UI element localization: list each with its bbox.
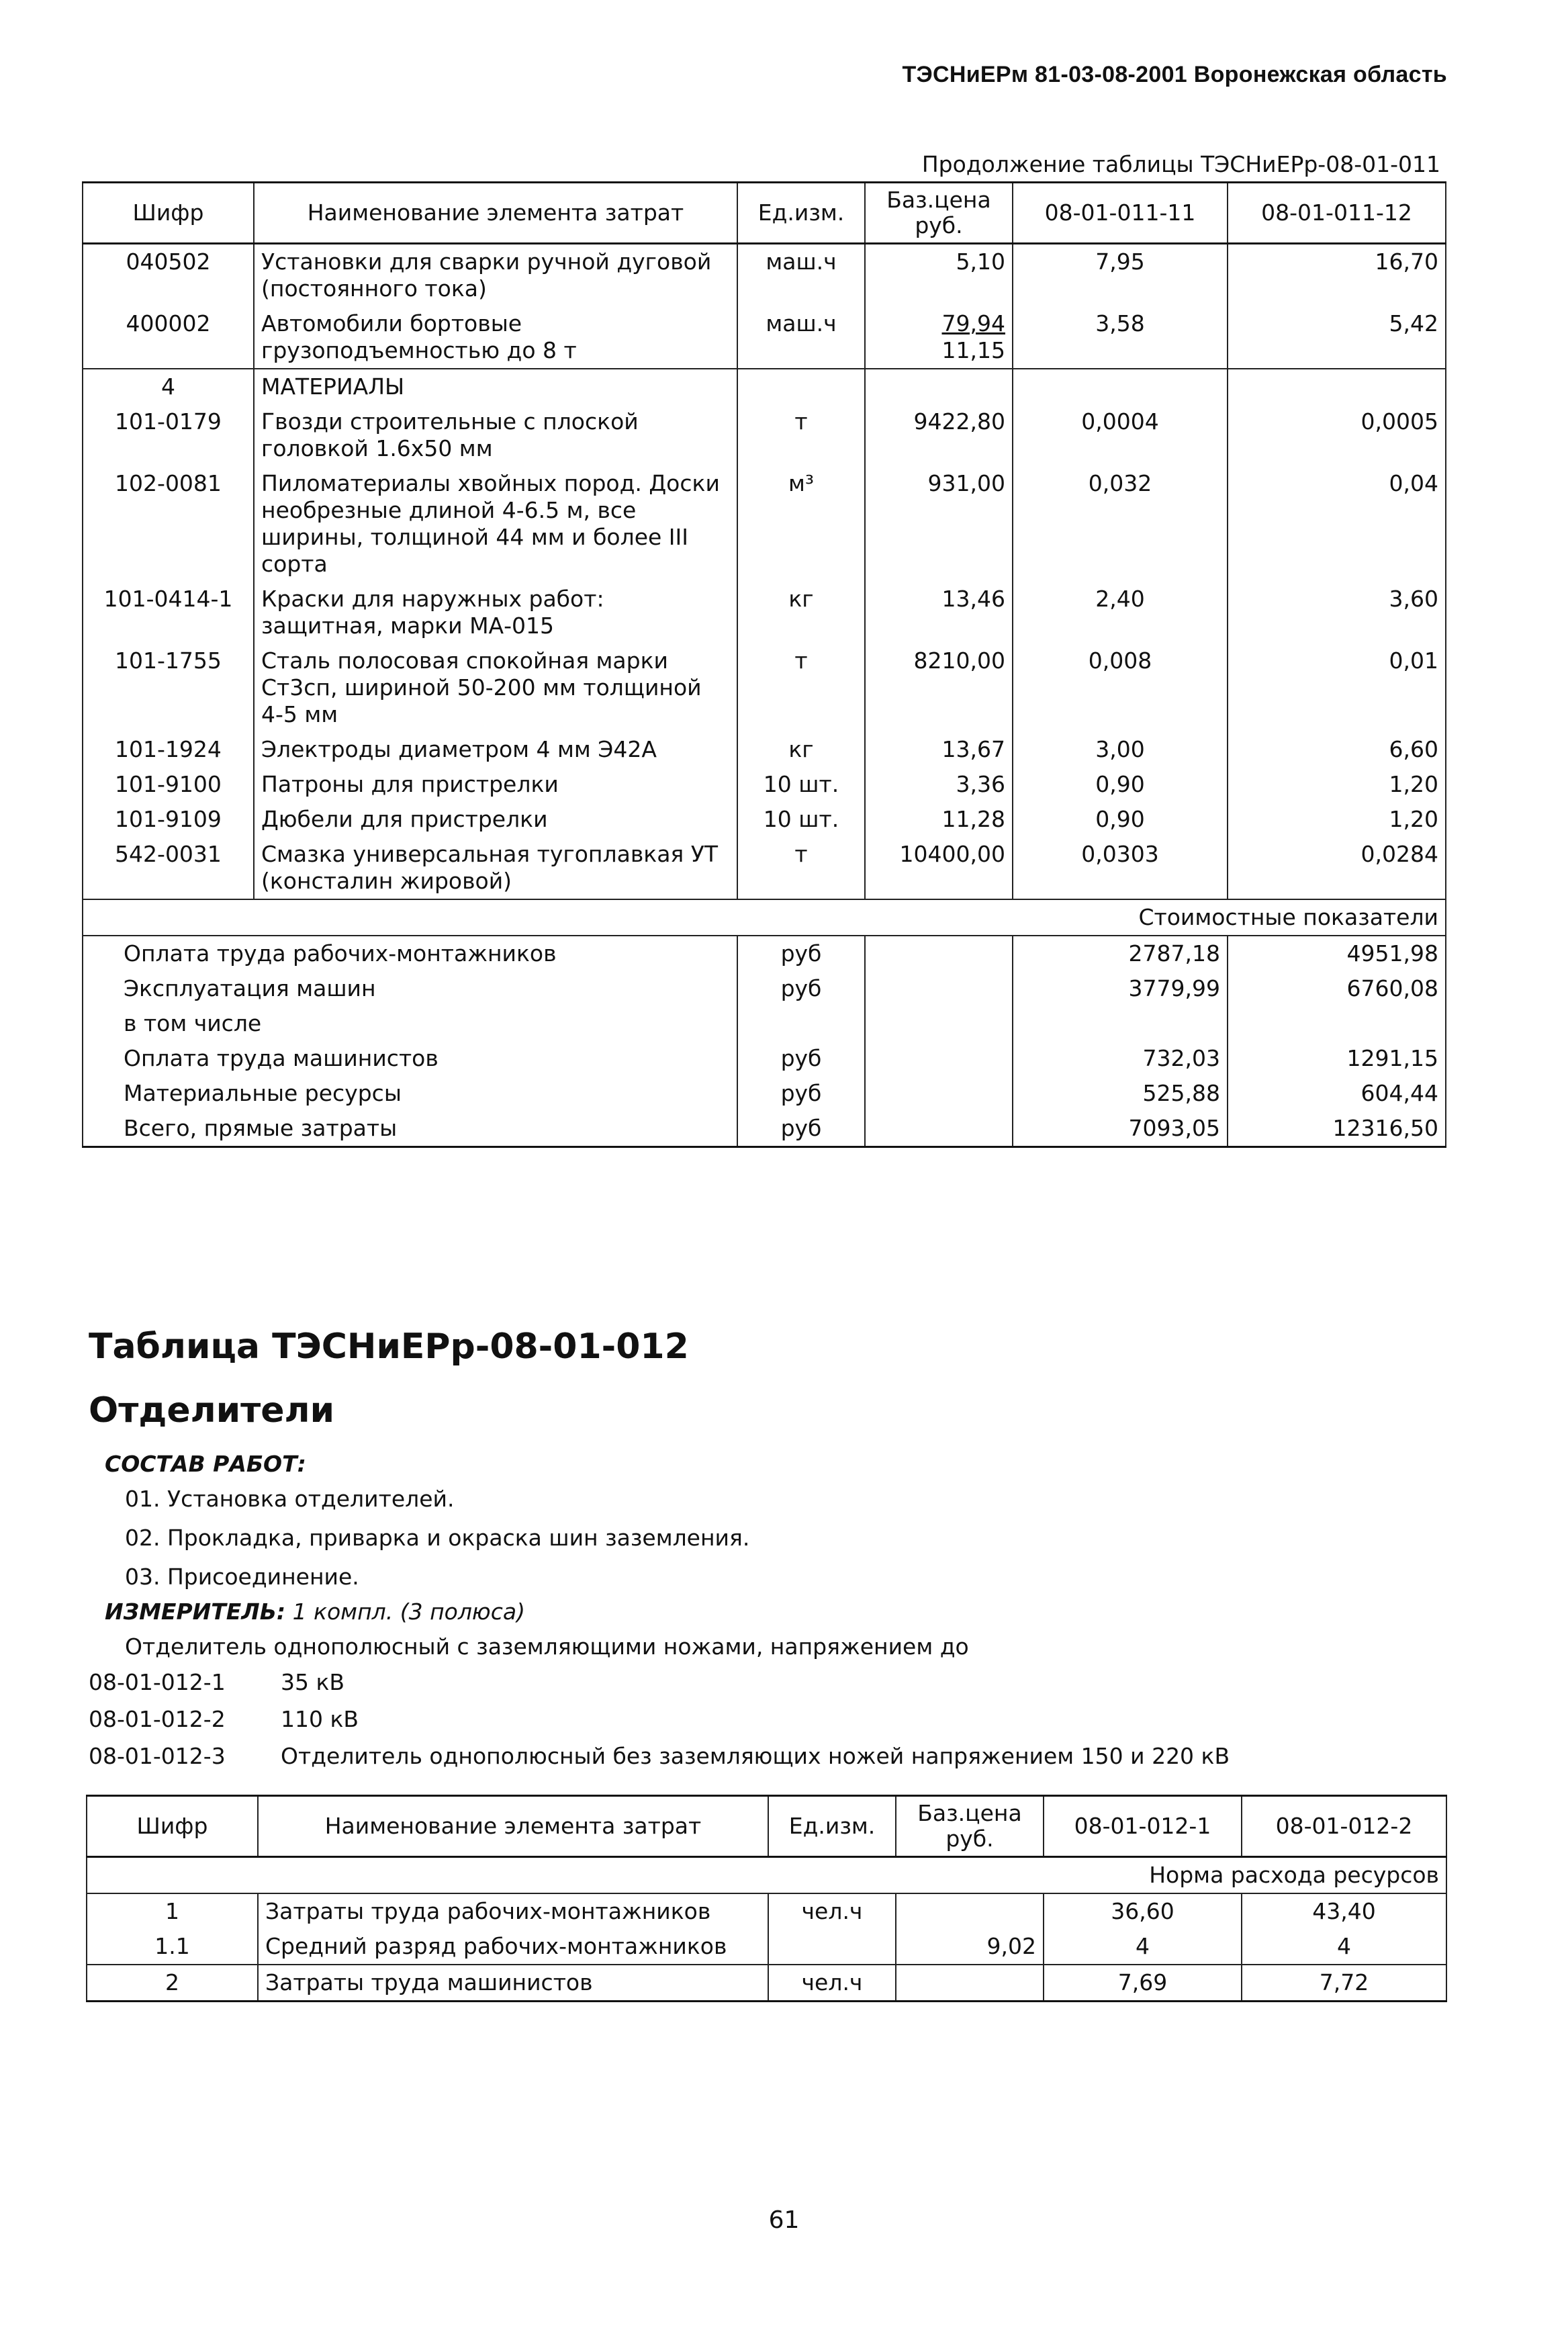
cost-unit: руб — [737, 1076, 865, 1111]
norm-caption: Норма расхода ресурсов — [87, 1857, 1446, 1894]
row-price: 11,28 — [865, 802, 1013, 837]
cost-value-1: 3779,99 — [1013, 971, 1228, 1006]
col-header-variant-1: 08-01-012-1 — [1044, 1796, 1242, 1857]
row-name: Пиломатериалы хвойных пород. Доски необрезные длиной 4-6.5 м, все ширины, толщиной 44 мм и более III сорта — [254, 466, 737, 582]
cost-value-1: 525,88 — [1013, 1076, 1228, 1111]
row-unit: 10 шт. — [737, 767, 865, 802]
table-header-row — [83, 183, 1446, 244]
page-header: ТЭСНиЕРм 81-03-08-2001 Воронежская область — [902, 62, 1447, 87]
row-name: Затраты труда машинистов — [258, 1965, 768, 2002]
variant-text: Отделитель однополюсный без заземляющих ножей напряжением 150 и 220 кВ — [281, 1743, 1230, 1769]
cost-caption: Стоимостные показатели — [83, 899, 1446, 936]
cost-value-2: 604,44 — [1228, 1076, 1446, 1111]
row-name: Установки для сварки ручной дуговой (постоянного тока) — [254, 244, 737, 307]
row-unit: кг — [737, 582, 865, 643]
row-unit: т — [737, 837, 865, 899]
resource-table-011 — [82, 181, 1446, 1148]
meter-label: ИЗМЕРИТЕЛЬ: — [105, 1599, 286, 1625]
row-name: Автомобили бортовые грузоподъемностью до 8 т — [254, 306, 737, 369]
row-value-2: 1,20 — [1228, 767, 1446, 802]
row-unit: 10 шт. — [737, 802, 865, 837]
section-name: МАТЕРИАЛЫ — [254, 369, 737, 404]
cost-name: Эксплуатация машин — [83, 971, 737, 1006]
col-header-variant-2: 08-01-012-2 — [1242, 1796, 1446, 1857]
work-item: 03. Присоединение. — [125, 1564, 359, 1590]
row-name: Сталь полосовая спокойная марки Ст3сп, шириной 50-200 мм толщиной 4-5 мм — [254, 643, 737, 732]
row-code: 400002 — [83, 306, 254, 369]
col-header-name: Наименование элемента затрат — [258, 1796, 768, 1857]
row-code: 101-9100 — [83, 767, 254, 802]
cost-row — [83, 1006, 1446, 1041]
row-price: 9,02 — [896, 1929, 1044, 1965]
table-row — [87, 1965, 1446, 2002]
row-value-2: 7,72 — [1242, 1965, 1446, 2002]
table-row — [83, 837, 1446, 899]
work-label: СОСТАВ РАБОТ: — [105, 1451, 306, 1477]
row-value-1: 0,90 — [1013, 767, 1228, 802]
row-value-2: 16,70 — [1228, 244, 1446, 307]
cost-name: Всего, прямые затраты — [83, 1111, 737, 1147]
row-value-2: 0,0284 — [1228, 837, 1446, 899]
col-header-code: Шифр — [87, 1796, 258, 1857]
row-value-1: 7,69 — [1044, 1965, 1242, 2002]
work-item: 01. Установка отделителей. — [125, 1486, 455, 1512]
row-name: Патроны для пристрелки — [254, 767, 737, 802]
cost-row — [83, 971, 1446, 1006]
col-header-variant-1: 08-01-011-11 — [1013, 183, 1228, 244]
col-header-price: Баз.цена руб. — [865, 183, 1013, 244]
cost-value-2: 1291,15 — [1228, 1041, 1446, 1076]
cost-unit: руб — [737, 1111, 865, 1147]
row-price: 931,00 — [865, 466, 1013, 582]
row-unit: чел.ч — [768, 1965, 896, 2002]
row-price: 13,67 — [865, 732, 1013, 767]
section-subtitle: Отделители — [89, 1390, 335, 1431]
table-row — [87, 1929, 1446, 1965]
col-header-unit: Ед.изм. — [768, 1796, 896, 1857]
table-row — [83, 582, 1446, 643]
row-price: 5,10 — [865, 244, 1013, 307]
table-row — [83, 767, 1446, 802]
row-unit: м³ — [737, 466, 865, 582]
cost-name: Оплата труда машинистов — [83, 1041, 737, 1076]
row-unit: маш.ч — [737, 306, 865, 369]
row-price — [865, 306, 1013, 369]
row-code: 040502 — [83, 244, 254, 307]
row-price: 13,46 — [865, 582, 1013, 643]
section-code: 4 — [83, 369, 254, 404]
section-row — [83, 369, 1446, 404]
row-value-2: 43,40 — [1242, 1893, 1446, 1929]
row-price: 9422,80 — [865, 404, 1013, 466]
table-header-row — [87, 1796, 1446, 1857]
row-value-1: 0,0004 — [1013, 404, 1228, 466]
row-value-2: 1,20 — [1228, 802, 1446, 837]
row-value-2: 3,60 — [1228, 582, 1446, 643]
col-header-name: Наименование элемента затрат — [254, 183, 737, 244]
table-row — [87, 1893, 1446, 1929]
cost-name: в том числе — [83, 1006, 737, 1041]
row-code: 1 — [87, 1893, 258, 1929]
row-value-1: 36,60 — [1044, 1893, 1242, 1929]
meter-line — [105, 1599, 525, 1625]
row-value-2: 0,0005 — [1228, 404, 1446, 466]
resource-table-012 — [86, 1795, 1447, 2002]
variant-code: 08-01-012-1 — [89, 1669, 226, 1695]
cost-row — [83, 1041, 1446, 1076]
cost-row — [83, 1111, 1446, 1147]
row-unit: маш.ч — [737, 244, 865, 307]
row-value-2: 0,01 — [1228, 643, 1446, 732]
section-title: Таблица ТЭСНиЕРр-08-01-012 — [89, 1327, 689, 1367]
row-value-2: 0,04 — [1228, 466, 1446, 582]
row-unit: чел.ч — [768, 1893, 896, 1929]
row-value-1: 7,95 — [1013, 244, 1228, 307]
row-value-1: 0,032 — [1013, 466, 1228, 582]
cost-value-1: 2787,18 — [1013, 936, 1228, 971]
row-code: 101-0179 — [83, 404, 254, 466]
row-unit: т — [737, 404, 865, 466]
row-name: Гвозди строительные с плоской головкой 1.6х50 мм — [254, 404, 737, 466]
row-code: 1.1 — [87, 1929, 258, 1965]
row-price — [896, 1893, 1044, 1929]
meter-value: 1 компл. (3 полюса) — [292, 1599, 525, 1625]
row-price — [896, 1965, 1044, 2002]
variant-code: 08-01-012-3 — [89, 1743, 226, 1769]
cost-unit: руб — [737, 1041, 865, 1076]
row-value-1: 0,008 — [1013, 643, 1228, 732]
row-unit — [768, 1929, 896, 1965]
col-header-price: Баз.цена руб. — [896, 1796, 1044, 1857]
cost-unit: руб — [737, 971, 865, 1006]
table-row — [83, 732, 1446, 767]
cost-unit: руб — [737, 936, 865, 971]
row-code: 101-1924 — [83, 732, 254, 767]
variant-text: 110 кВ — [281, 1706, 359, 1732]
row-code: 542-0031 — [83, 837, 254, 899]
row-price: 3,36 — [865, 767, 1013, 802]
row-value-1: 4 — [1044, 1929, 1242, 1965]
table-row — [83, 244, 1446, 307]
row-name: Дюбели для пристрелки — [254, 802, 737, 837]
variant-description: Отделитель однополюсный с заземляющими ножами, напряжением до — [125, 1633, 969, 1660]
col-header-unit: Ед.изм. — [737, 183, 865, 244]
price-secondary: 11,15 — [941, 337, 1005, 363]
table-row — [83, 466, 1446, 582]
row-name: Краски для наружных работ: защитная, марки МА-015 — [254, 582, 737, 643]
cost-name: Оплата труда рабочих-монтажников — [83, 936, 737, 971]
table-row — [83, 643, 1446, 732]
row-unit: кг — [737, 732, 865, 767]
row-value-2: 5,42 — [1228, 306, 1446, 369]
row-name: Средний разряд рабочих-монтажников — [258, 1929, 768, 1965]
row-name: Смазка универсальная тугоплавкая УТ (консталин жировой) — [254, 837, 737, 899]
row-name: Затраты труда рабочих-монтажников — [258, 1893, 768, 1929]
row-value-1: 0,0303 — [1013, 837, 1228, 899]
row-value-1: 0,90 — [1013, 802, 1228, 837]
page-number: 61 — [768, 2206, 800, 2234]
col-header-code: Шифр — [83, 183, 254, 244]
cost-row — [83, 936, 1446, 971]
cost-value-2: 6760,08 — [1228, 971, 1446, 1006]
row-price: 10400,00 — [865, 837, 1013, 899]
col-header-variant-2: 08-01-011-12 — [1228, 183, 1446, 244]
table-row — [83, 404, 1446, 466]
cost-caption-row — [83, 899, 1446, 936]
cost-value-2: 4951,98 — [1228, 936, 1446, 971]
row-code: 101-1755 — [83, 643, 254, 732]
row-value-2: 4 — [1242, 1929, 1446, 1965]
row-code: 101-0414-1 — [83, 582, 254, 643]
cost-value-1: 7093,05 — [1013, 1111, 1228, 1147]
table-row — [83, 306, 1446, 369]
table-row — [83, 802, 1446, 837]
row-code: 101-9109 — [83, 802, 254, 837]
row-value-2: 6,60 — [1228, 732, 1446, 767]
cost-value-1: 732,03 — [1013, 1041, 1228, 1076]
variant-text: 35 кВ — [281, 1669, 345, 1695]
row-code: 102-0081 — [83, 466, 254, 582]
row-value-1: 3,58 — [1013, 306, 1228, 369]
row-unit: т — [737, 643, 865, 732]
row-name: Электроды диаметром 4 мм Э42А — [254, 732, 737, 767]
cost-name: Материальные ресурсы — [83, 1076, 737, 1111]
row-value-1: 3,00 — [1013, 732, 1228, 767]
row-code: 2 — [87, 1965, 258, 2002]
variant-code: 08-01-012-2 — [89, 1706, 226, 1732]
norm-caption-row — [87, 1857, 1446, 1894]
cost-value-2: 12316,50 — [1228, 1111, 1446, 1147]
row-value-1: 2,40 — [1013, 582, 1228, 643]
price-primary: 79,94 — [941, 310, 1005, 336]
cost-row — [83, 1076, 1446, 1111]
work-item: 02. Прокладка, приварка и окраска шин заземления. — [125, 1525, 750, 1551]
row-price: 8210,00 — [865, 643, 1013, 732]
table-caption: Продолжение таблицы ТЭСНиЕРр-08-01-011 — [921, 151, 1440, 177]
